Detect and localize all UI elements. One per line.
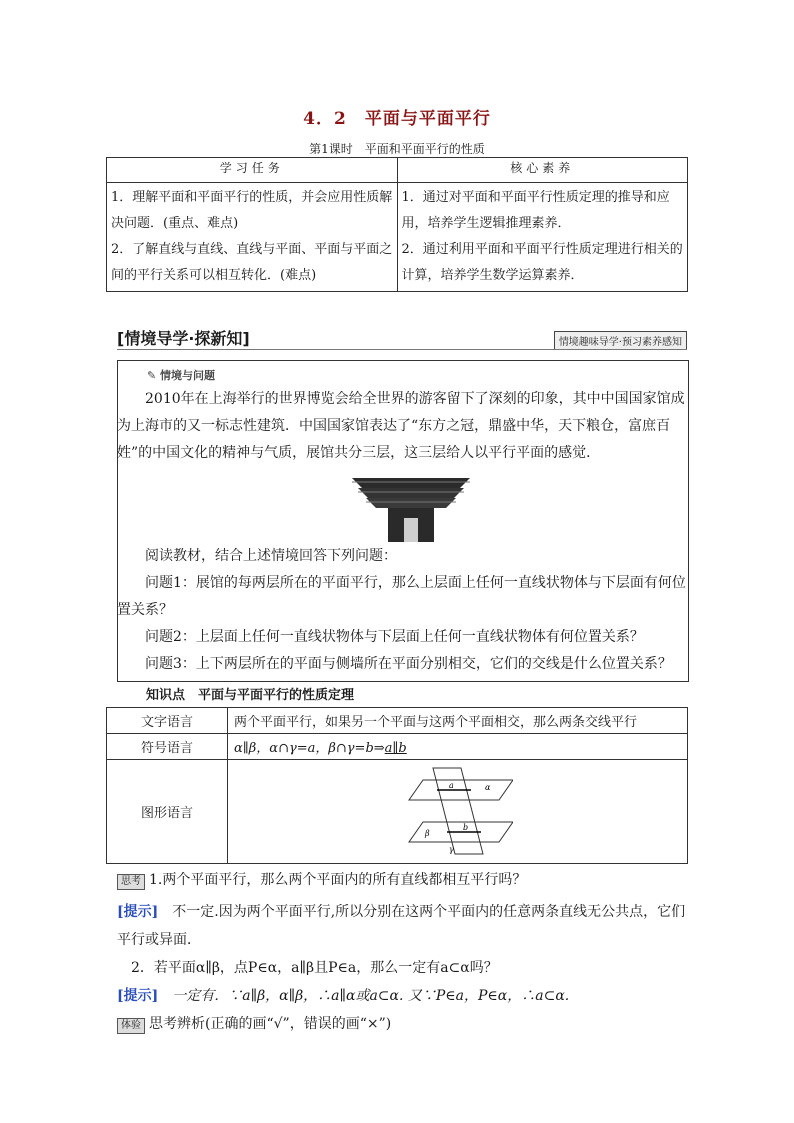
label-alpha: α — [485, 783, 491, 792]
hint-label-2: [提示] — [117, 988, 159, 1004]
think-answer-1: 不一定.因为两个平面平行,所以分别在这两个平面内的任意两条直线无公共点，它们平行或异面． — [117, 904, 686, 948]
section-banner — [117, 326, 687, 350]
parallel-planes-figure — [403, 766, 513, 858]
question-2: 问题2：上层面上任何一直线状物体与下层面上任何一直线状物体有何位置关系？ — [145, 629, 644, 645]
section-title: [情境导学·探新知] — [117, 329, 250, 348]
hint-label-1: [提示] — [117, 904, 159, 920]
think-tag: 思考 — [117, 874, 145, 890]
reading-prompt: 阅读教材，结合上述情境回答下列问题： — [145, 548, 397, 564]
figure-language-label: 图形语言 — [107, 760, 228, 864]
question-1: 问题1：展馆的每两层所在的平面平行，那么上层面上任何一直线状物体与下层面有何位置关系？ — [117, 575, 686, 618]
china-pavilion-image — [348, 466, 474, 542]
task-item: 2．了解直线与直线、直线与平面、平面与平面之间的平行关系可以相互转化．(难点) — [111, 242, 393, 283]
think-section — [117, 866, 687, 1038]
text-language-value: 两个平面平行，如果另一个平面与这两个平面相交，那么两条交线平行 — [228, 708, 688, 734]
tasks-col2-header: 核心素养 — [397, 158, 688, 183]
label-b: b — [463, 823, 469, 832]
section-divider — [117, 349, 687, 350]
symbol-language-value: α∥β，α∩γ=a，β∩γ=b⇒a∥b — [228, 734, 688, 760]
situation-questions — [117, 543, 687, 678]
lesson-subtitle: 第1课时 平面和平面平行的性质 — [309, 142, 485, 156]
situation-icon: ✎ — [147, 369, 161, 382]
tasks-col1-header: 学习任务 — [107, 158, 398, 183]
knowledge-heading: 知识点 平面与平面平行的性质定理 — [146, 688, 355, 703]
label-beta: β — [425, 829, 430, 838]
label-gamma: γ — [449, 845, 454, 854]
symbol-language-label: 符号语言 — [107, 734, 228, 760]
tasks-table — [106, 157, 688, 292]
figure-language-cell — [228, 760, 688, 864]
section-tag: 情境趣味导学·预习素养感知 — [554, 331, 687, 350]
practice-tag: 体验 — [117, 1018, 145, 1034]
situation-header: ✎ 情境与问题 — [147, 369, 216, 382]
practice-text: 思考辨析(正确的画“√”，错误的画“×”) — [149, 1016, 392, 1032]
theorem-table — [106, 707, 688, 864]
text-language-label: 文字语言 — [107, 708, 228, 734]
literacy-item: 1．通过对平面和平面平行性质定理的推导和应用，培养学生逻辑推理素养． — [401, 190, 670, 231]
literacy-item: 2．通过利用平面和平面平行性质定理进行相关的计算，培养学生数学运算素养． — [401, 242, 683, 283]
think-answer-2: 一定有．∵a∥β，α∥β，∴a∥α或a⊂α. 又∵P∈a，P∈α，∴a⊂α. — [158, 988, 570, 1004]
task-item: 1．理解平面和平面平行的性质，并会应用性质解决问题．(重点、难点) — [111, 190, 393, 231]
situation-intro: 2010年在上海举行的世界博览会给全世界的游客留下了深刻的印象，其中中国国家馆成为上海市的又一标志性建筑．中国国家馆表达了“东方之冠，鼎盛中华，天下粮仓，富庶百姓”的中国文化的精神与气质，展馆共分三层，这三层给人以平行平面的感觉． — [117, 391, 685, 461]
label-a: a — [449, 781, 454, 790]
question-3: 问题3：上下两层所在的平面与侧墙所在平面分别相交，它们的交线是什么位置关系？ — [145, 656, 672, 672]
page-title: 4．2 平面与平面平行 — [303, 109, 491, 129]
think-question-1: 1.两个平面平行，那么两个平面内的所有直线都相互平行吗？ — [149, 872, 527, 888]
think-question-2: 2．若平面α∥β，点P∈α，a∥β且P∈a，那么一定有a⊂α吗？ — [131, 960, 498, 976]
